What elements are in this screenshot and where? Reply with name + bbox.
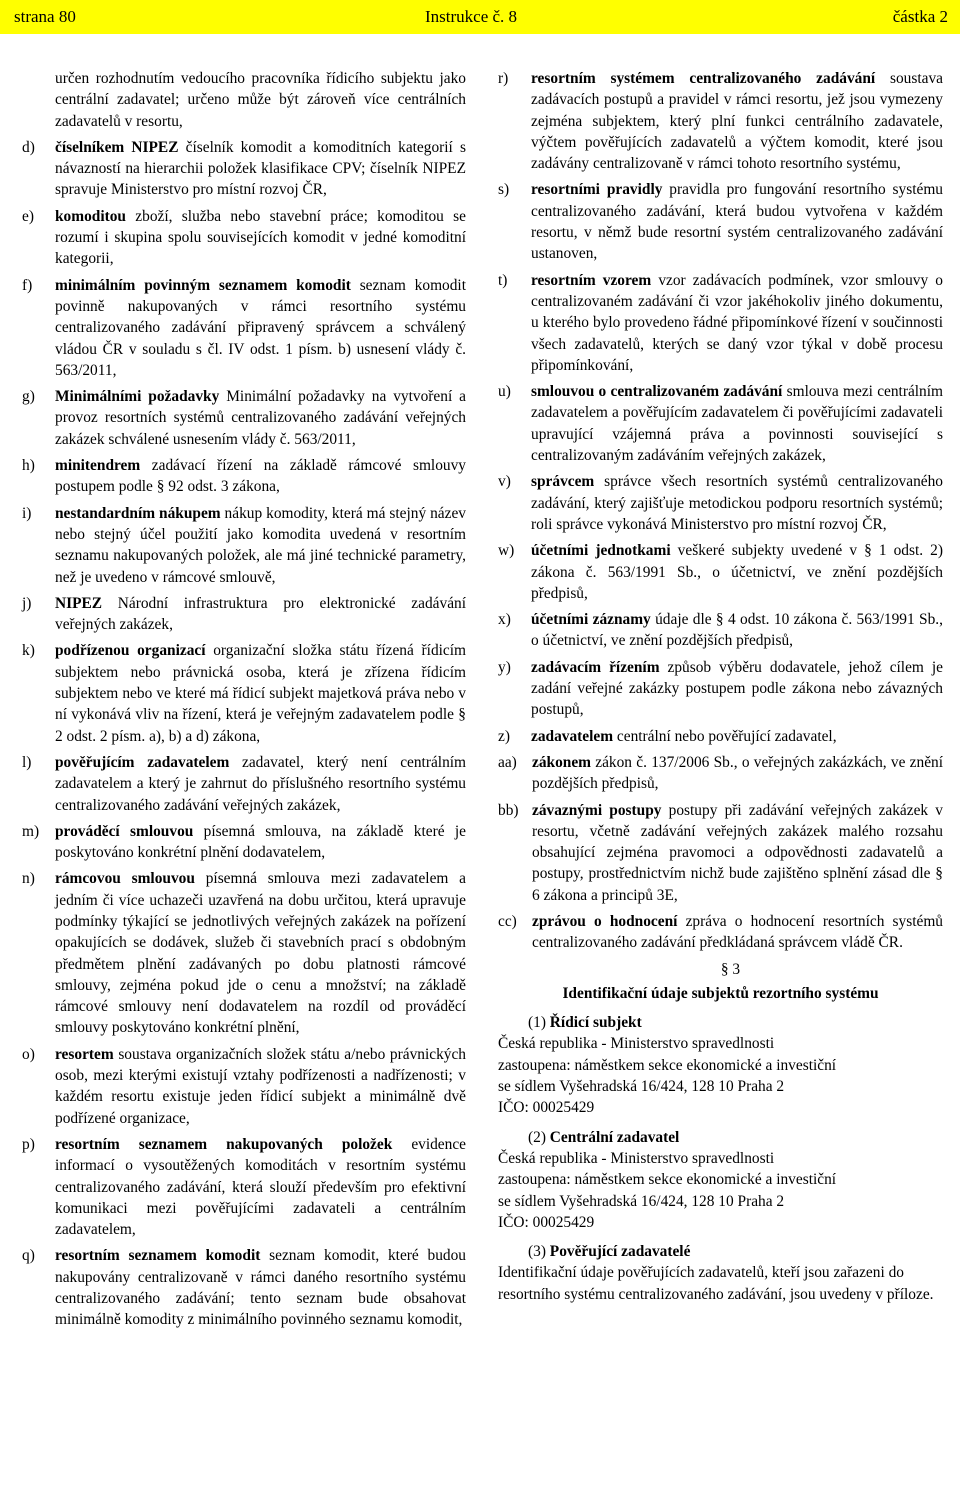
defined-term: resortem <box>55 1045 114 1063</box>
defined-term: správcem <box>531 473 595 491</box>
definition-item <box>498 540 943 604</box>
definition-text: nákup komodity, která má stejný název nebo stejný účel použití jako komodita uvedená v resortním seznamu nakupovaných položek, ale má jiné technické parametry, než je uvedeno v rámcové smlouvě, <box>55 504 466 586</box>
definition-text: soustava organizačních složek státu a/nebo právnických osob, mezi kterými existují vztahy podřízenosti a nadřízenosti; v každém resortu existuje jeden řídicí subjekt a minimálně dvě podřízené organizace, <box>55 1045 466 1127</box>
subject-detail-line: se sídlem Vyšehradská 16/424, 128 10 Praha 2 <box>498 1078 785 1096</box>
subject-block <box>498 1012 943 1118</box>
item-label: u) <box>498 383 511 401</box>
subjects-list <box>498 1012 943 1305</box>
item-label: f) <box>22 276 33 294</box>
definition-text: veškeré subjekty uvedené v § 1 odst. 2) zákona č. 563/1991 Sb., o účetnictví, ve znění pozdějších předpisů, <box>531 542 944 602</box>
item-label: v) <box>498 473 511 491</box>
definition-text: číselník komodit a komoditních kategorií s návazností na hierarchii položek klasifikace CPV; číselník NIPEZ spravuje Ministerstvo pro místní rozvoj ČR, <box>55 138 466 199</box>
section-title: Identifikační údaje subjektů rezortního systému <box>562 984 879 1002</box>
defined-term: pověřujícím zadavatelem <box>55 753 230 771</box>
defined-term: rámcovou smlouvou <box>55 870 195 888</box>
definition-item <box>498 270 943 376</box>
section-number: § 3 <box>720 960 741 978</box>
definition-item <box>22 1044 466 1129</box>
defined-term: závaznými postupy <box>532 801 662 819</box>
subject-heading <box>528 1012 943 1033</box>
subject-detail-line: zastoupena: náměstkem sekce ekonomické a investiční <box>498 1171 837 1189</box>
subject-detail-line: IČO: 00025429 <box>498 1213 595 1231</box>
definition-text: seznam komodit, které budou nakupovány centralizovaně v rámci daného resortního systému centralizovaného zadávání; tento seznam bude obsahovat minimálně komodity z minimálního povinného seznamu komodit, <box>55 1247 466 1329</box>
defined-term: číselníkem NIPEZ <box>55 138 179 156</box>
defined-term: minimálním povinným seznamem komodit <box>55 276 351 294</box>
item-label: m) <box>22 822 40 840</box>
defined-term: NIPEZ <box>55 594 103 612</box>
subject-detail-line: Identifikační údaje pověřujících zadavatelů, kteří jsou zařazeni do resortního systému centralizovaného zadávání, jsou uvedeny v příloze. <box>498 1264 934 1303</box>
definition-item <box>22 386 466 450</box>
item-label: w) <box>498 542 515 560</box>
defined-term: nestandardním nákupem <box>55 504 221 522</box>
subject-block <box>498 1241 943 1305</box>
definition-item <box>498 68 943 174</box>
item-label: g) <box>22 388 35 406</box>
definition-text: zákon č. 137/2006 Sb., o veřejných zakázkách, ve znění pozdějších předpisů, <box>532 753 943 793</box>
item-label: z) <box>498 727 510 745</box>
subject-number: (1) <box>528 1014 550 1032</box>
definition-text: zpráva o hodnocení resortních systémů centralizovaného zadávání předkládaná správcem vládě ČR. <box>532 912 943 952</box>
defined-term: zprávou o hodnocení <box>532 912 678 930</box>
intro-paragraph: určen rozhodnutím vedoucího pracovníka řídicího subjektu jako centrální zadavatel; určeno může být zároveň více centrálních zadavatelů v resortu, <box>55 70 466 130</box>
definition-item <box>498 179 943 264</box>
item-label: i) <box>22 504 32 522</box>
definition-text: písemná smlouva, na základě které je poskytováno konkrétní plnění dodavatelem, <box>55 822 466 862</box>
definition-item <box>22 1134 466 1240</box>
definition-item <box>498 911 943 954</box>
definition-item <box>22 593 466 636</box>
page-header <box>0 0 960 34</box>
definition-item <box>498 657 943 721</box>
definition-text: seznam komodit povinně nakupovaných v rámci resortního systému centralizovaného zadávání připravený správcem a schválený vládou ČR v souladu s čl. IV odst. 1 písm. b) usnesení vlády č. 563/2011, <box>55 276 466 379</box>
defined-term: smlouvou o centralizovaném zadávání <box>531 383 783 401</box>
part-number: částka 2 <box>892 7 948 26</box>
subject-detail-line: Česká republika - Ministerstvo spravedlnosti <box>498 1149 775 1167</box>
item-label: t) <box>498 271 508 289</box>
defined-term: účetními jednotkami <box>531 542 671 560</box>
definition-item <box>22 275 466 381</box>
subject-number: (2) <box>528 1128 550 1146</box>
defined-term: minitendrem <box>55 457 141 475</box>
subject-detail-line: se sídlem Vyšehradská 16/424, 128 10 Praha 2 <box>498 1192 785 1210</box>
definition-item <box>22 137 466 201</box>
definition-item <box>22 640 466 746</box>
definition-item <box>22 868 466 1038</box>
item-label: d) <box>22 138 35 156</box>
defined-term: zákonem <box>532 753 591 771</box>
definition-item <box>22 206 466 270</box>
definition-text: způsob výběru dodavatele, jehož cílem je zadání veřejné zakázky postupem podle zákona nebo závazných postupů, <box>531 658 943 719</box>
definition-text: Národní infrastruktura pro elektronické zadávání veřejných zakázek, <box>55 594 466 634</box>
defined-term: resortními pravidly <box>531 181 663 199</box>
definition-text: zadavatel, který není centrálním zadavatelem a který je zahrnut do příslušného resortního systému centralizovaného zadávání veřejných zakázek, <box>55 753 467 814</box>
definition-text: správce všech resortních systémů centralizovaného zadávání, který zajišťuje metodickou podporu resortních systémů; roli správce vykonává Ministerstvo pro místní rozvoj ČR, <box>531 473 943 533</box>
subject-block <box>498 1127 943 1233</box>
instruction-number: Instrukce č. 8 <box>425 7 518 26</box>
definition-text: vzor zadávacích podmínek, vzor smlouvy o centralizovaném zadávání či vzor jakéhokoliv jiného dokumentu, u kterého bylo provedeno řádné připomínkové řízení v součinnosti všech zadavatelů, kterých se daný vzor týkal v době procesu připomínkování, <box>531 271 943 374</box>
definition-item <box>22 455 466 498</box>
right-column <box>498 68 943 1305</box>
definition-item <box>22 821 466 864</box>
defined-term: resortním seznamem komodit <box>55 1247 261 1265</box>
subject-heading <box>528 1241 943 1262</box>
item-label: x) <box>498 611 511 629</box>
definition-item <box>498 381 943 466</box>
defined-term: prováděcí smlouvou <box>55 822 194 840</box>
subject-title: Centrální zadavatel <box>549 1128 680 1146</box>
item-label: q) <box>22 1247 35 1265</box>
defined-term: zadavatelem <box>531 727 614 745</box>
subject-heading <box>528 1127 943 1148</box>
defined-term: resortním seznamem nakupovaných položek <box>55 1135 393 1153</box>
item-label: k) <box>22 642 35 660</box>
definition-text: organizační složka státu řízená řídicím subjektem nebo právnická osoba, která je zřízena řídicím subjektem nebo ve které má řídicí subjekt majetková práva nebo v ní vykonává vliv na řízení, která je veřejným zadavatelem podle § 2 odst. 2 písm. a), b) a d) zákona, <box>55 642 466 745</box>
defined-term: Minimálními požadavky <box>55 388 220 406</box>
item-label: j) <box>22 594 32 612</box>
page-number: strana 80 <box>14 7 76 26</box>
definition-item <box>22 503 466 588</box>
defined-term: komoditou <box>55 207 126 225</box>
subject-detail-line: Česká republika - Ministerstvo spravedlnosti <box>498 1035 775 1053</box>
defined-term: resortním vzorem <box>531 271 652 289</box>
item-label: l) <box>22 753 32 771</box>
item-label: r) <box>498 70 509 87</box>
item-label: h) <box>22 457 35 475</box>
item-label: aa) <box>498 753 517 771</box>
definition-text: evidence informací o vysoutěžených komoditách v resortním systému centralizovaného zadávání, která slouží především pro efektivní komunikaci mezi pověřujícími zadavateli a centrálním zadavatelem, <box>55 1135 466 1239</box>
definition-item <box>498 471 943 535</box>
definition-text: soustava zadávacích postupů a pravidel v rámci resortu, jež jsou vymezeny zejména subjektem, který plní funkci centrálního zadavatele, výčtem pověřujících zadavatelů a výčtem komodit, které jsou zadávány centralizovaně v rámci tohoto resortního systému, <box>531 70 943 173</box>
definition-text: pravidla pro fungování resortního systému centralizovaného zadávání, která budou vytvořena v každém resortu, v němž bude resortní systém centralizovaného zadávání ustanoven, <box>531 181 943 263</box>
item-label: y) <box>498 658 511 676</box>
definition-item <box>498 800 943 906</box>
defined-term: resortním systémem centralizovaného zadávání <box>531 70 876 87</box>
definition-text: Minimální požadavky na vytvoření a provoz resortních systémů centralizovaného zadávání veřejných zakázek schválené usnesením vlády č. 563/2011, <box>55 388 466 448</box>
item-label: cc) <box>498 912 517 930</box>
definition-item <box>22 1245 466 1330</box>
defined-term: podřízenou organizací <box>55 642 206 660</box>
item-label: p) <box>22 1135 35 1153</box>
item-label: o) <box>22 1045 35 1063</box>
definition-item <box>498 726 943 747</box>
subject-title: Pověřující zadavatelé <box>549 1243 691 1261</box>
defined-term: účetními záznamy <box>531 611 651 629</box>
left-column <box>22 68 466 1336</box>
item-label: s) <box>498 181 510 199</box>
definition-text: zboží, služba nebo stavební práce; komoditou se rozumí i skupina spolu souvisejících komodit v jedné komoditní kategorii, <box>55 207 466 268</box>
item-label: bb) <box>498 801 519 819</box>
subject-detail-line: zastoupena: náměstkem sekce ekonomické a investiční <box>498 1056 837 1074</box>
subject-detail-line: IČO: 00025429 <box>498 1099 595 1117</box>
definition-text: postupy při zadávání veřejných zakázek v resortu, včetně zadávání veřejných zakázek malého rozsahu obsahující zejména pravomoci a odpovědnosti zadavatelů a postupy, prostřednictvím nichž bude zajištěno splnění zásad dle § 6 zákona a principů 3E, <box>532 801 943 904</box>
definition-text: centrální nebo pověřující zadavatel, <box>613 727 837 745</box>
defined-term: zadávacím řízením <box>531 658 660 676</box>
definition-text: písemná smlouva mezi zadavatelem a jedním či více uchazeči uzavřená na dobu určitou, která upravuje podmínky týkající se jednotlivých veřejných zakázek na pořízení opakujících se dodávek, služeb či stavebních prací s obdobným předmětem plnění zadávaných po dobu platnosti rámcové smlouvy, zejména pokud jde o cenu a množství; na základě rámcové smlouvy není dodavatelem na rozdíl od prováděcí smlouvy poskytováno konkrétní plnění, <box>55 870 466 1037</box>
definition-item <box>498 609 943 652</box>
item-label: n) <box>22 870 35 888</box>
definition-text: smlouva mezi centrálním zadavatelem a pověřujícím zadavatelem či pověřujícími zadavateli upravující vzájemná práva a povinnosti související s centralizovaným zadáváním veřejných zakázek, <box>531 383 944 465</box>
subject-number: (3) <box>528 1243 550 1261</box>
subject-title: Řídicí subjekt <box>549 1014 642 1032</box>
definition-list <box>498 68 943 954</box>
item-label: e) <box>22 207 34 225</box>
definition-text: údaje dle § 4 odst. 10 zákona č. 563/1991 Sb., o účetnictví, ve znění pozdějších předpisů, <box>531 611 943 650</box>
definition-text: zadávací řízení na základě rámcové smlouvy postupem podle § 92 odst. 3 zákona, <box>55 457 466 496</box>
definition-item <box>498 752 943 795</box>
definition-item <box>22 752 466 816</box>
